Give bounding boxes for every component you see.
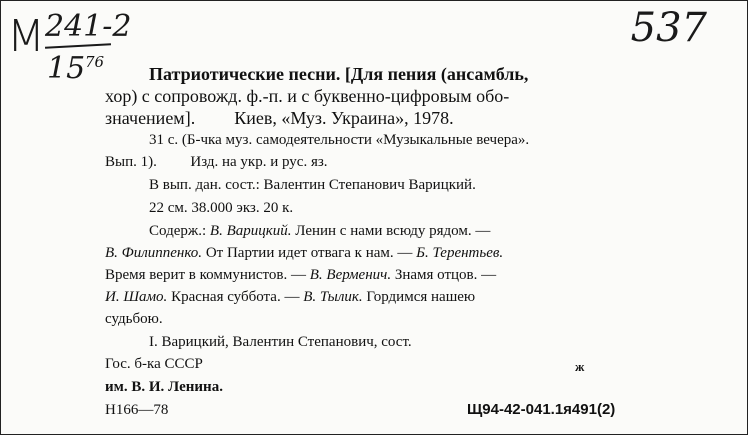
contents-author-5: И. Шамо. [105, 289, 168, 305]
contents-label: Содерж.: [149, 223, 207, 239]
contents-author-4: В. Верменич. [309, 267, 392, 283]
physical-desc-2 [105, 153, 328, 171]
contents-author-2: В. Филиппенко. [105, 245, 203, 261]
shelf-mark-divider [45, 43, 111, 48]
title-main: Патриотические песни. [149, 64, 341, 84]
shelf-mark-superscript: 76 [85, 53, 105, 71]
contents-line-1 [149, 222, 490, 240]
title-line-3-start: значением]. [105, 108, 196, 128]
contents-line-2 [105, 244, 503, 262]
size-price: 22 см. 38.000 экз. 20 к. [149, 200, 294, 216]
contents-author-1: В. Варицкий. [209, 223, 292, 239]
compiler-note: В вып. дан. сост.: Валентин Степанович Варицкий. [149, 177, 476, 193]
contents-line-5: судьбою. [105, 311, 163, 327]
corner-number: 537 [630, 5, 707, 51]
series-issue: Вып. 1). [105, 154, 157, 170]
contents-title-6: Гордимся нашею [366, 289, 476, 305]
library-line-2: им. В. И. Ленина. [105, 379, 223, 395]
shelf-mark-bottom: 15 [47, 51, 86, 86]
title-rest: [Для пения (ансамбль, [344, 64, 529, 84]
card-code: Н166—78 [105, 402, 169, 418]
library-line-1: Гос. б-ка СССР [105, 356, 203, 372]
contents-title-4: Знамя отцов. — [394, 267, 497, 283]
contents-title-3: Время верит в коммунистов. — [105, 267, 306, 283]
shelf-mark-top: 241-2 [45, 9, 132, 44]
contents-title-5: Красная суббота. — [171, 289, 300, 305]
contents-title-1: Ленин с нами всюду рядом. — [295, 223, 491, 239]
contents-line-4 [105, 288, 475, 306]
contents-author-3: Б. Терентьев. [416, 245, 504, 261]
title-line-3 [105, 107, 454, 129]
imprint: Киев, «Муз. Украина», 1978. [234, 108, 454, 128]
tracing: I. Варицкий, Валентин Степанович, сост. [149, 334, 412, 350]
shelf-mark-letter: М [7, 11, 45, 62]
stamp-mark: ж [575, 359, 585, 374]
title-line-1 [149, 63, 528, 85]
classification-code: Щ94-42-041.1я491(2) [467, 401, 616, 418]
contents-author-6: В. Тылик. [303, 289, 363, 305]
physical-desc-1: 31 с. (Б-чка муз. самодеятельности «Музыкальные вечера». [149, 132, 530, 148]
contents-title-2: От Партии идет отвага к нам. — [205, 245, 413, 261]
language-note: Изд. на укр. и рус. яз. [190, 154, 328, 170]
contents-line-3 [105, 266, 496, 284]
title-line-2: хор) с сопровожд. ф.-п. и с буквенно-цифровым обо- [105, 86, 510, 106]
